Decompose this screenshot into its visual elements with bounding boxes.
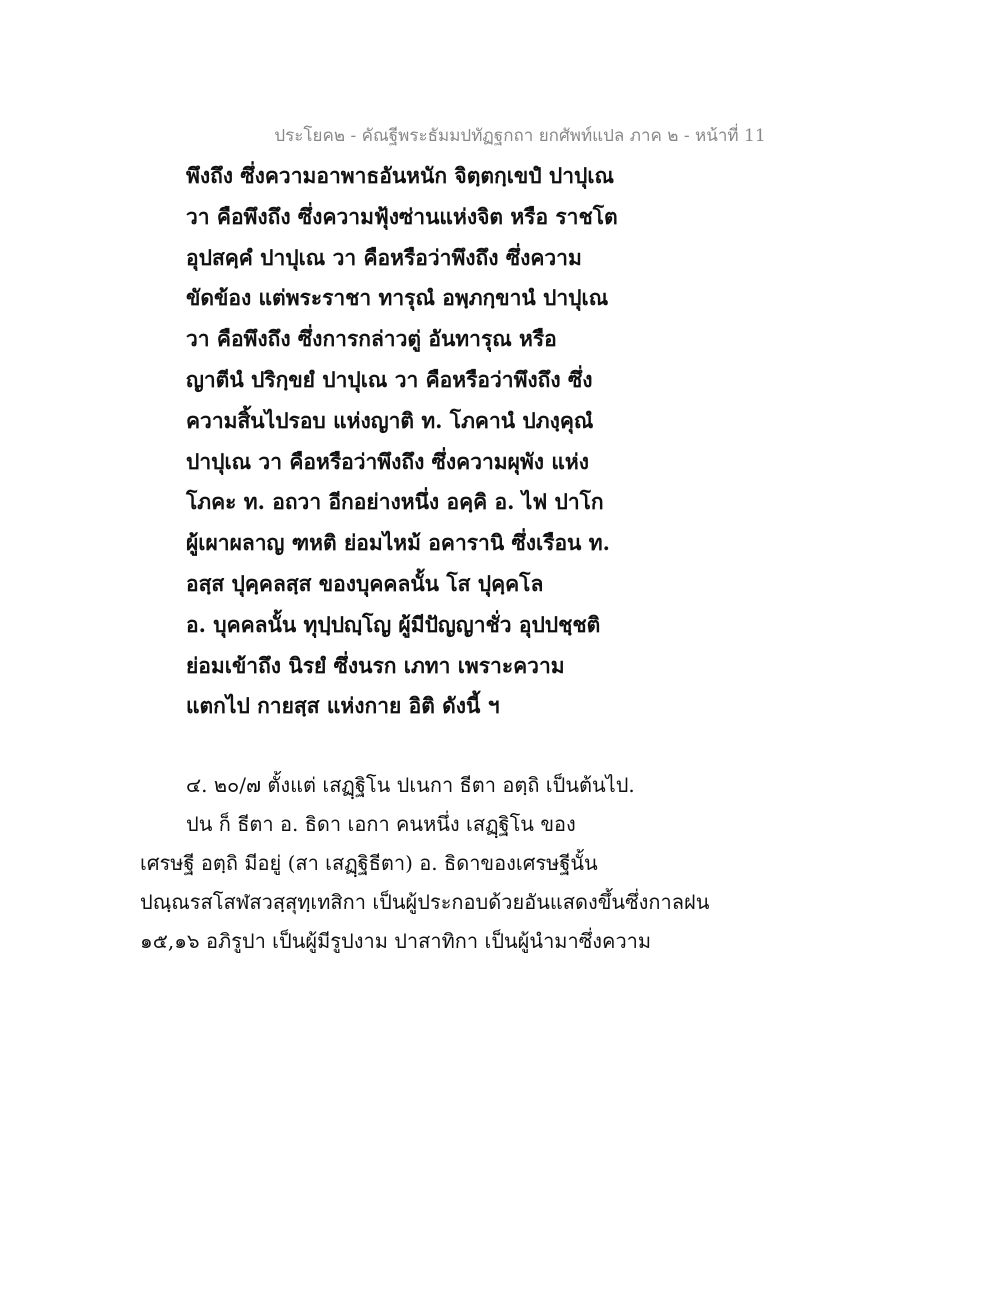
translation-line: อสฺส ปุคฺคลสฺส ของบุคคลนั้น โส ปุคฺคโล — [186, 570, 544, 596]
section-body — [140, 766, 860, 961]
paragraph-line: ๑๕,๑๖ อภิรูปา เป็นผู้มีรูปงาม ปาสาทิกา เป็นผู้นำมาซึ่งความ — [140, 929, 652, 953]
translation-line: วา คือพึงถึง ซึ่งความฟุ้งซ่านแห่งจิต หรือ ราชโต — [186, 203, 618, 229]
translation-line: ผู้เผาผลาญ ฑหติ ย่อมไหม้ อคารานิ ซึ่งเรือน ท. — [186, 530, 610, 556]
translation-line: ขัดข้อง แต่พระราชา ทารุณํ อพฺภกฺขานํ ปาปุเณ — [186, 285, 609, 311]
translation-line: ปาปุเณ วา คือหรือว่าพึงถึง ซึ่งความผุพัง แห่ง — [186, 448, 589, 474]
paragraph-line: เศรษฐี อตฺถิ มีอยู่ (สา เสฏฺฐิธีตา) อ. ธิดาของเศรษฐีนั้น — [140, 851, 598, 875]
translation-line: วา คือพึงถึง ซึ่งการกล่าวตู่ อันทารุณ หรือ — [186, 326, 557, 352]
translation-block — [186, 156, 846, 727]
translation-line: พึงถึง ซึ่งความอาพาธอันหนัก จิตฺตกฺเขปํ ปาปุเณ — [186, 163, 614, 188]
translation-line: อุปสคฺคํ ปาปุเณ วา คือหรือว่าพึงถึง ซึ่งความ — [186, 244, 582, 270]
translation-line: อ. บุคคลนั้น ทุปฺปญฺโญ ผู้มีปัญญาชั่ว อุปปชฺชติ — [186, 611, 601, 637]
translation-line: ความสิ้นไปรอบ แห่งญาติ ท. โภคานํ ปภงฺคุณํ — [186, 407, 594, 433]
paragraph-line: ปน ก็ ธีตา อ. ธิดา เอกา คนหนึ่ง เสฏฺฐิโน ของ — [186, 812, 576, 836]
translation-line: ย่อมเข้าถึง นิรยํ ซึ่งนรก เภทา เพราะความ — [186, 652, 565, 678]
translation-line: ญาตีนํ ปริกฺขยํ ปาปุเณ วา คือหรือว่าพึงถึง ซึ่ง — [186, 366, 593, 392]
paragraph-line: ปณฺณรสโสฬสวสฺสุทฺเทสิกา เป็นผู้ประกอบด้วยอันแสดงขึ้นซึ่งกาลฝน — [140, 890, 710, 914]
translation-line: แตกไป กายสฺส แห่งกาย อิติ ดังนี้ ฯ — [186, 693, 500, 719]
running-header: ประโยค๒ - คัณฐีพระธัมมปทัฏฐกถา ยกศัพท์แปล ภาค ๒ - หน้าที่ 11 — [274, 126, 766, 146]
translation-line: โภคะ ท. อถวา อีกอย่างหนึ่ง อคฺคิ อ. ไฟ ปาโก — [186, 489, 604, 515]
section-heading: ๔. ๒๐/๗ ตั้งแต่ เสฏฺฐิโน ปเนกา ธีตา อตฺถิ เป็นต้นไป. — [186, 773, 635, 797]
